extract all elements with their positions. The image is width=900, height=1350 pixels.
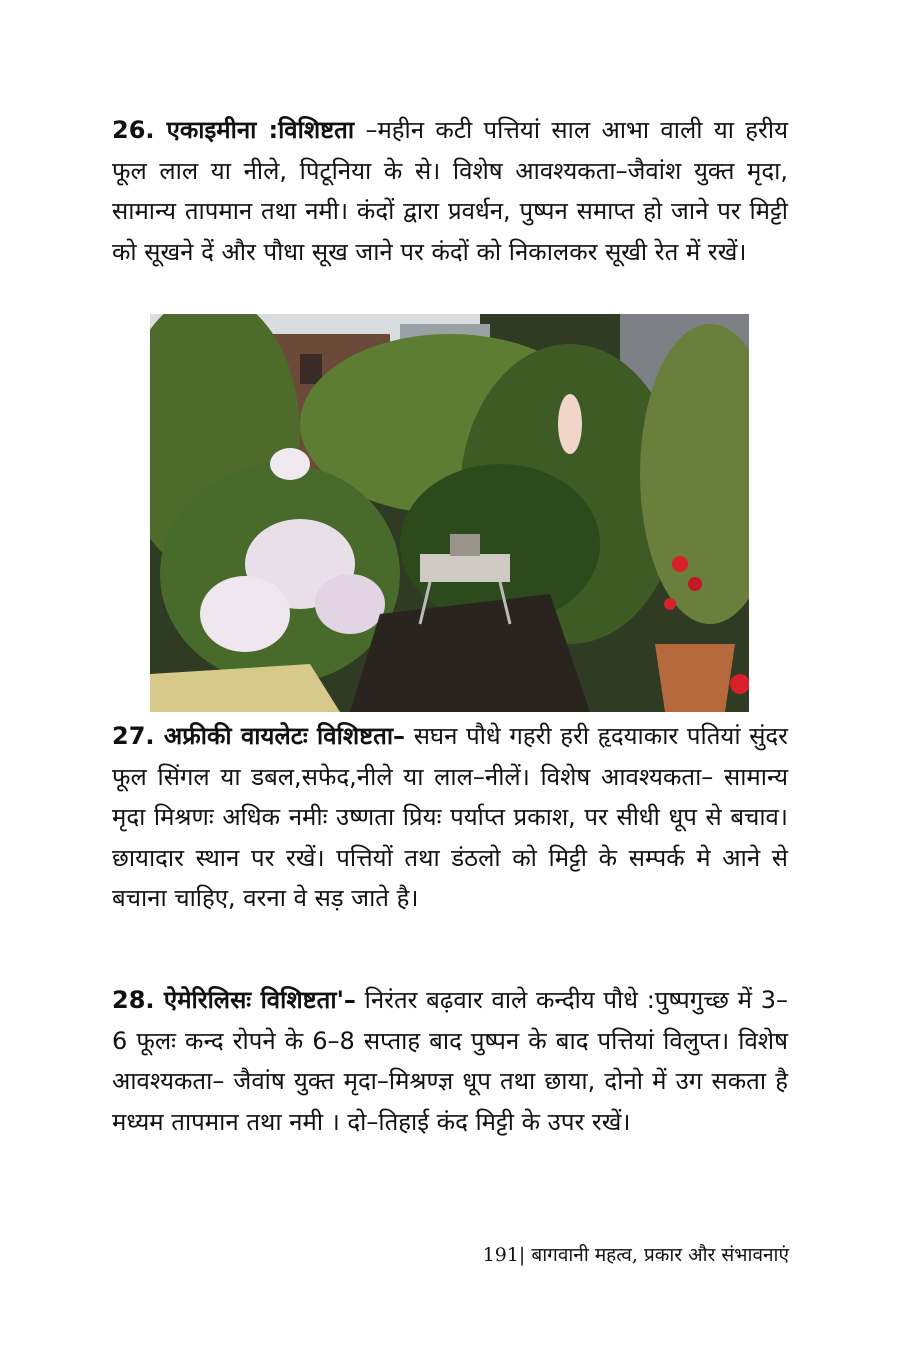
rooftop-garden-photo-icon [150, 314, 749, 712]
paragraph-body: निरंतर बढ़वार वाले कन्दीय पौधे :पुष्पगुच्छ में 3–6 फूलः कन्द रोपने के 6–8 सप्ताह बाद पुष्पन के बाद पत्तियां विलुप्त। विशेष आवश्यकता– जैवांष युक्त मृदा–मिश्रण्ज्ञ धूप तथा छाया, दोनो में उग सकता है मध्यम तापमान तथा नमी । दो–तिहाई कंद मिट्टी के उपर रखें। [112, 986, 788, 1136]
book-title: बागवानी महत्व, प्रकार और संभावनाएं [531, 1244, 789, 1266]
paragraph-heading: 28. ऐमेरिलिसः विशिष्टता'– [112, 986, 356, 1014]
paragraph-27 [112, 716, 788, 919]
paragraph-body: सघन पौधे गहरी हरी हृदयाकार पतियां सुंदर फूल सिंगल या डबल,सफेद,नीले या लाल–नीलें। विशेष आवश्यकता– सामान्य मृदा मिश्रणः अधिक नमीः उष्णता प्रियः पर्याप्त प्रकाश, पर सीधी धूप से बचाव। छायादार स्थान पर रखें। पत्तियों तथा डंठलो को मिट्टी के सम्पर्क मे आने से बचाना चाहिए, वरना वे सड़ जाते है। [112, 722, 788, 912]
paragraph-body: –महीन कटी पत्तियां साल आभा वाली या हरीय फूल लाल या नीले, पिटूनिया के से। विशेष आवश्यकता–जैवांश युक्त मृदा, सामान्य तापमान तथा नमी। कंदों द्वारा प्रवर्धन, पुष्पन समाप्त हो जाने पर मिट्टी को सूखने दें और पौधा सूख जाने पर कंदों को निकालकर सूखी रेत में रखें। [112, 116, 789, 266]
paragraph-26 [112, 110, 788, 272]
paragraph-heading: 26. एकाइमीना :विशिष्टता [112, 116, 355, 144]
page-footer [483, 1241, 789, 1267]
paragraph-28 [112, 980, 788, 1142]
footer-separator: | [518, 1244, 526, 1266]
page-number: 191 [482, 1244, 519, 1266]
garden-photo [150, 314, 749, 712]
paragraph-heading: 27. अफ्रीकी वायलेटः विशिष्टता– [112, 722, 406, 750]
